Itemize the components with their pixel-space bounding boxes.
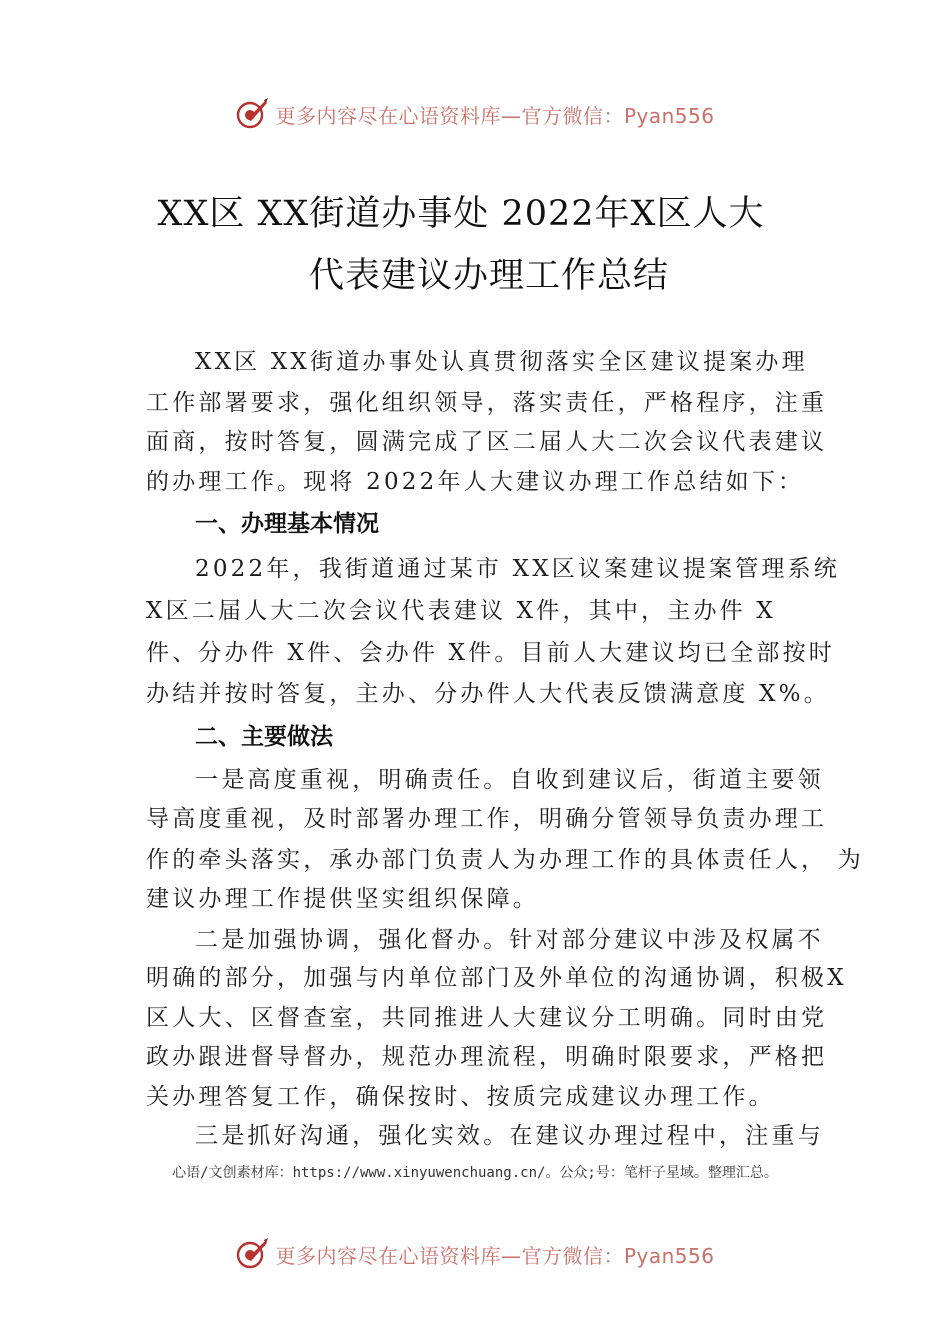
quill-pen-logo-icon	[235, 97, 269, 131]
para2-line-5: 关办理答复工作，确保按时、按质完成建议办理工作。	[146, 1084, 775, 1110]
para1-line-3: 作的牵头落实，承办部门负责人为办理工作的具体责任人， 为	[146, 847, 864, 873]
banner-text: 更多内容尽在心语资料库—官方微信：Pyan556	[275, 1243, 715, 1268]
para2-line-4: 政办跟进督导督办，规范办理流程，明确时限要求，严格把	[146, 1044, 828, 1070]
banner-text: 更多内容尽在心语资料库—官方微信：Pyan556	[275, 103, 715, 128]
section-heading-1: 一、办理基本情况	[195, 511, 379, 537]
section1-line-1: 2022年，我街道通过某市 XX区议案建议提案管理系统	[195, 556, 840, 582]
intro-line-3: 面商，按时答复，圆满完成了区二届人大二次会议代表建议	[146, 429, 828, 455]
intro-line-1: XX区 XX街道办事处认真贯彻落实全区建议提案办理	[195, 349, 808, 375]
bottom-banner	[0, 1232, 950, 1276]
para2-line-2: 明确的部分，加强与内单位部门及外单位的沟通协调，积极X	[146, 965, 847, 991]
section1-line-3: 件、分办件 X件、会办件 X件。目前人大建议均已全部按时	[146, 640, 835, 666]
section1-line-4: 办结并按时答复，主办、分办件人大代表反馈满意度 X%。	[146, 681, 830, 707]
section1-line-2: X区二届人大二次会议代表建议 X件，其中，主办件 X	[146, 598, 776, 624]
para2-line-1: 二是加强协调，强化督办。针对部分建议中涉及权属不	[195, 927, 824, 953]
document-title-line-2: 代表建议办理工作总结	[308, 256, 669, 296]
para1-line-2: 导高度重视，及时部署办理工作，明确分管领导负责办理工	[146, 806, 828, 832]
para1-line-4: 建议办理工作提供坚实组织保障。	[146, 886, 539, 912]
intro-line-2: 工作部署要求，强化组织领导，落实责任，严格程序，注重	[146, 390, 828, 416]
quill-pen-logo-icon	[235, 1237, 269, 1271]
footer-note: 心语/文创素材库：https://www.xinyuwenchuang.cn/。公众;号：笔杆子星域。整理汇总。	[172, 1165, 778, 1181]
top-banner	[0, 92, 950, 136]
section-heading-2: 二、主要做法	[195, 724, 333, 750]
para2-line-3: 区人大、区督查室，共同推进人大建议分工明确。同时由党	[146, 1005, 828, 1031]
document-title-line-1: XX区 XX街道办事处 2022年X区人大	[157, 194, 765, 234]
intro-line-4: 的办理工作。现将 2022年人大建议办理工作总结如下：	[146, 469, 805, 495]
para3-line-1: 三是抓好沟通，强化实效。在建议办理过程中，注重与	[195, 1123, 824, 1149]
para1-line-1: 一是高度重视，明确责任。自收到建议后，街道主要领	[195, 767, 824, 793]
